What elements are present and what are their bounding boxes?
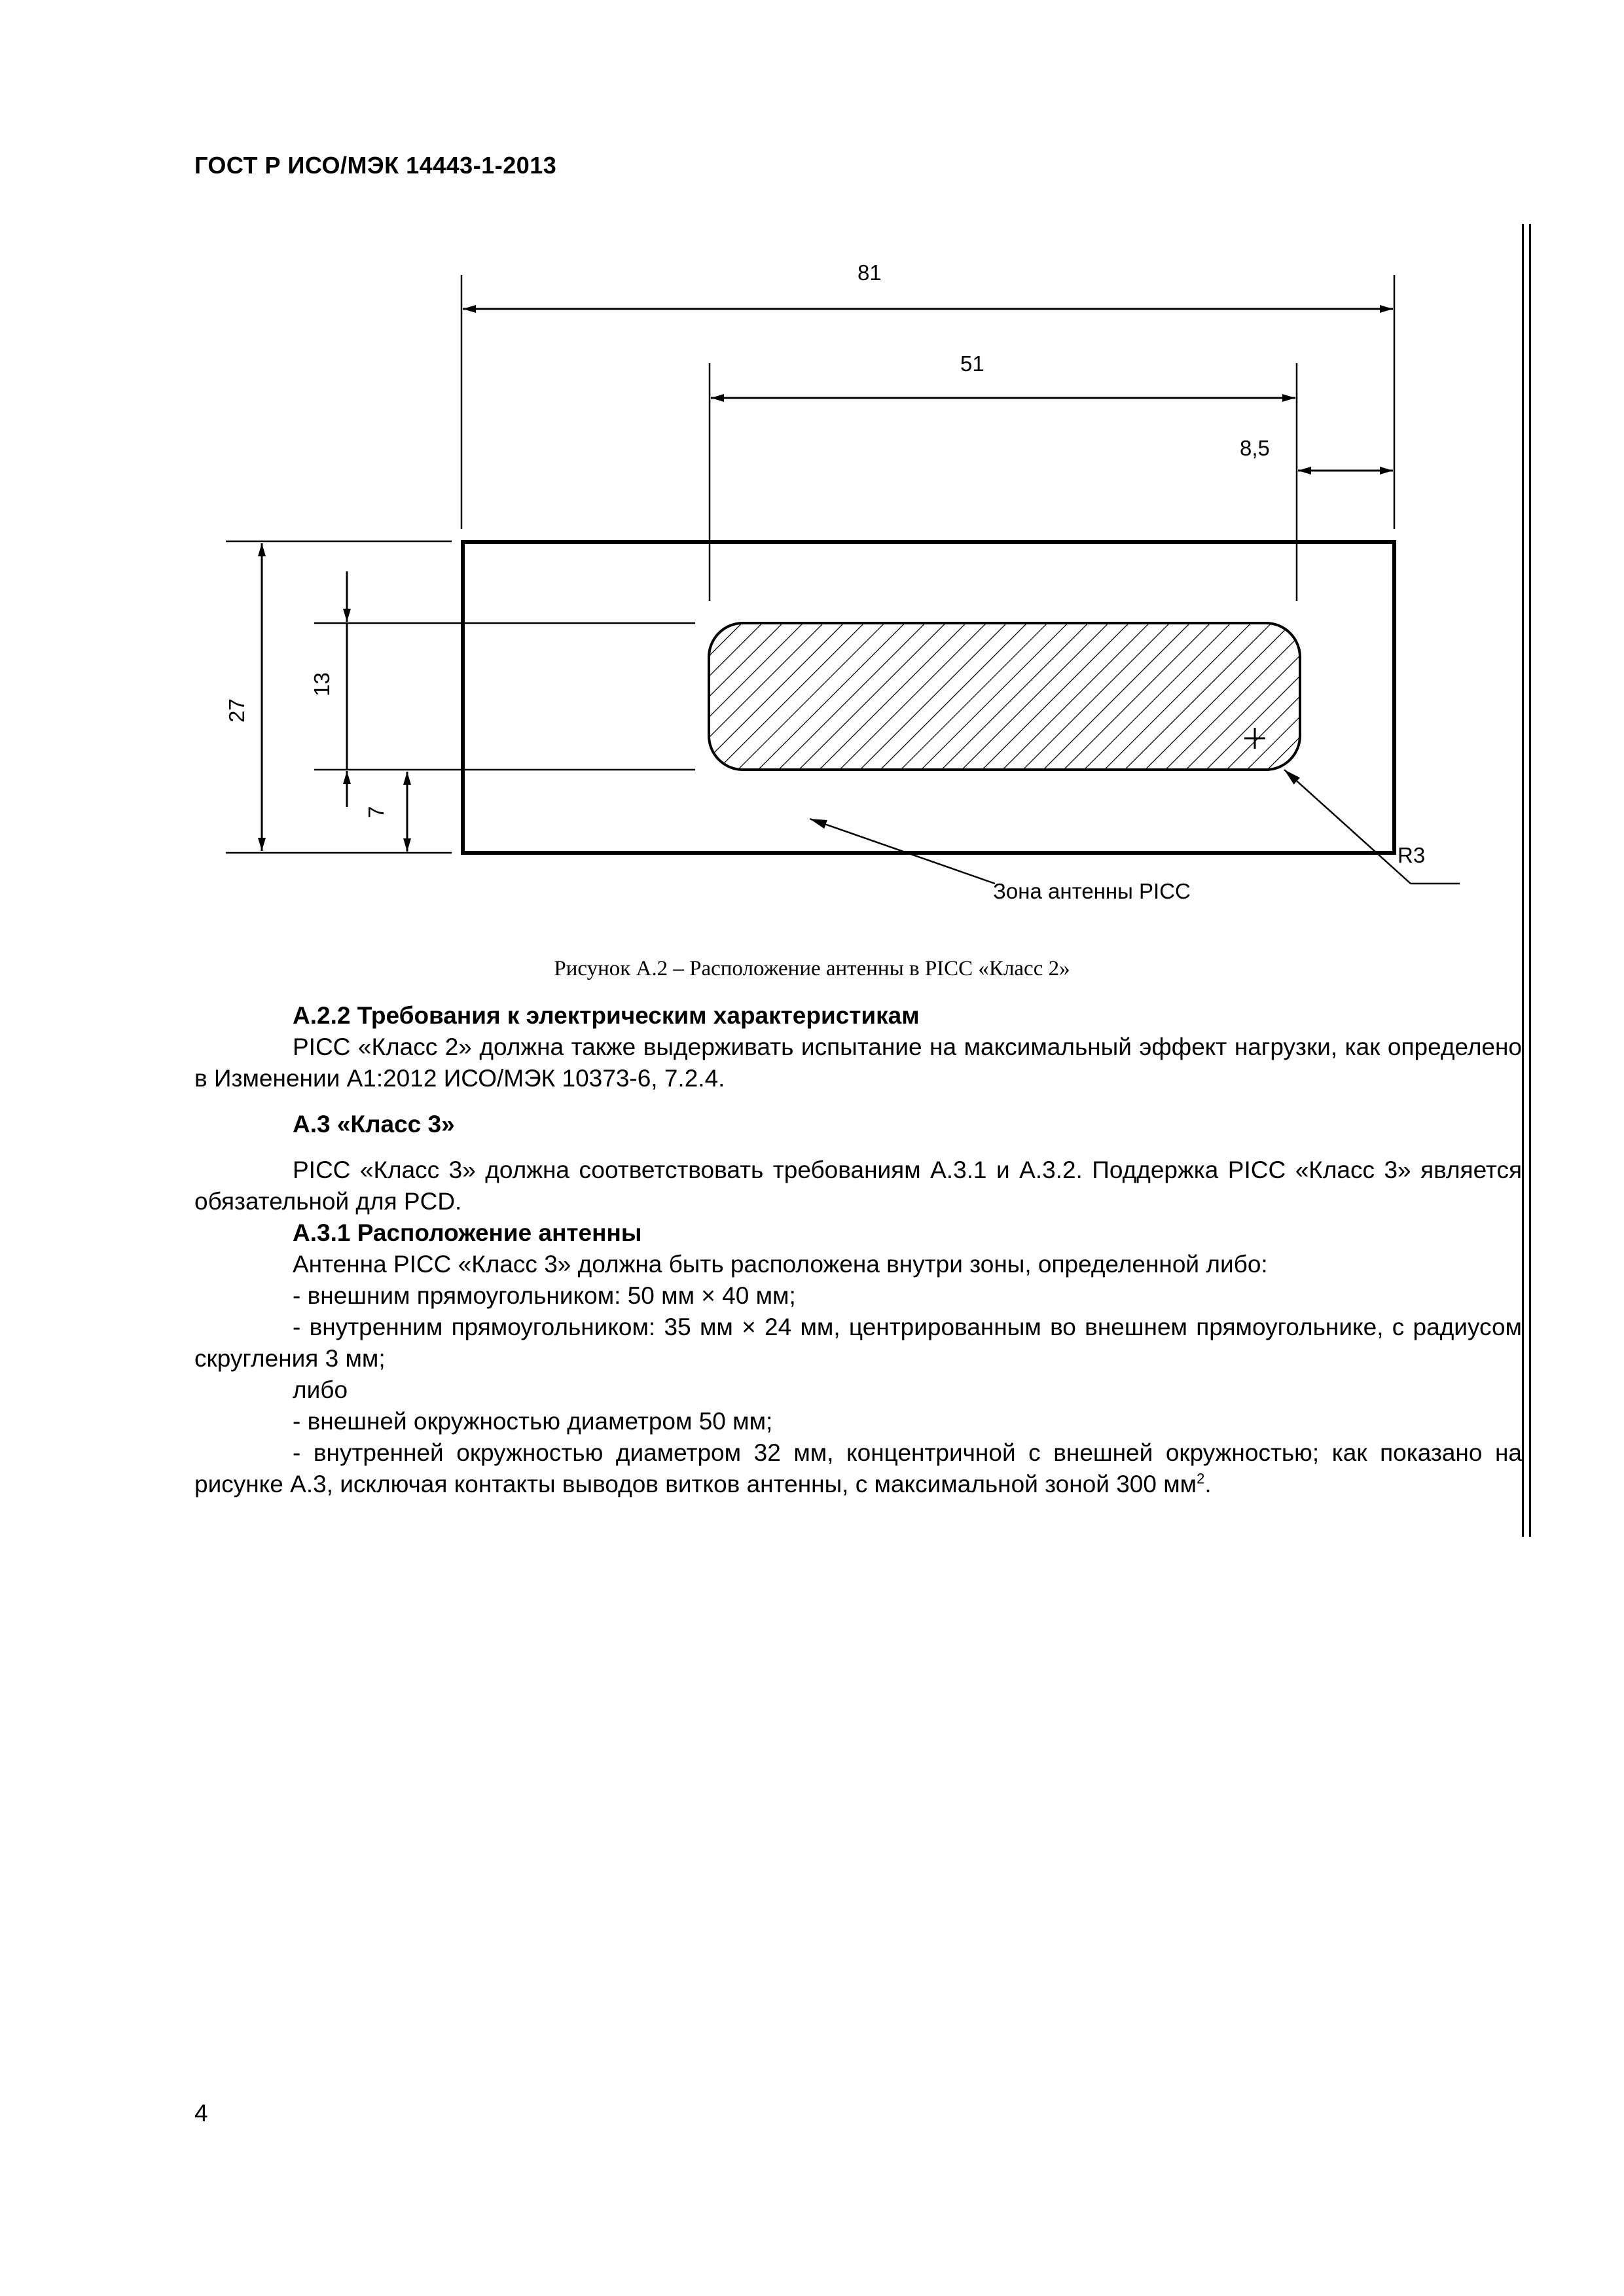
dim-label-7: 7 bbox=[364, 806, 388, 818]
antenna-drawing bbox=[0, 0, 1624, 929]
page-number: 4 bbox=[194, 2100, 208, 2126]
section-a31-intro: Антенна PICC «Класс 3» должна быть расположена внутри зоны, определенной либо: bbox=[293, 1251, 1268, 1278]
area-unit-superscript: 2 bbox=[1197, 1470, 1205, 1487]
section-a3-text: PICC «Класс 3» должна соответствовать требованиям А.3.1 и А.3.2. Поддержка PICC «Класс 3» является обязательной для PCD. bbox=[194, 1157, 1522, 1215]
zone-label: Зона антенны PICC bbox=[993, 879, 1191, 903]
list-item-inner-circle bbox=[194, 1437, 1522, 1500]
dim-label-51: 51 bbox=[960, 351, 984, 376]
antenna-zone bbox=[709, 623, 1300, 770]
figure-caption: Рисунок А.2 – Расположение антенны в PICC «Класс 2» bbox=[554, 957, 1070, 980]
list-item-inner-circle-end: . bbox=[1204, 1471, 1212, 1498]
antenna-figure bbox=[0, 0, 1624, 929]
dim-label-r3: R3 bbox=[1398, 843, 1426, 867]
dim-label-8-5: 8,5 bbox=[1240, 436, 1270, 460]
dim-label-81: 81 bbox=[857, 260, 882, 285]
section-a3-heading: А.3 «Класс 3» bbox=[293, 1111, 455, 1138]
section-a22-text: PICC «Класс 2» должна также выдерживать испытание на максимальный эффект нагрузки, как определено в Изменении А1:2012 ИСО/МЭК 10373-6, 7.2.4. bbox=[194, 1033, 1522, 1092]
list-item-outer-rectangle: - внешним прямоугольником: 50 мм × 40 мм; bbox=[293, 1282, 796, 1309]
main-text bbox=[194, 1000, 1522, 1500]
dim-label-27: 27 bbox=[225, 698, 249, 723]
list-item-inner-rectangle: - внутренним прямоугольником: 35 мм × 24 мм, центрированным во внешнем прямоугольнике, с радиусом скругления 3 мм; bbox=[194, 1314, 1522, 1372]
section-a31-heading: А.3.1 Расположение антенны bbox=[293, 1219, 642, 1246]
dim-label-13: 13 bbox=[310, 672, 334, 696]
section-a22-heading: А.2.2 Требования к электрическим характеристикам bbox=[293, 1002, 920, 1029]
leader-r3 bbox=[1284, 770, 1411, 884]
list-item-outer-circle: - внешней окружностью диаметром 50 мм; bbox=[293, 1408, 773, 1435]
document-header: ГОСТ Р ИСО/МЭК 14443-1-2013 bbox=[194, 152, 557, 179]
list-item-inner-circle-text: - внутренней окружностью диаметром 32 мм, концентричной с внешней окружностью; как показано на рисунке А.3, исключая контакты выводов витков антенны, с максимальной зоной 300 мм bbox=[194, 1439, 1522, 1498]
list-conjunction: либо bbox=[293, 1376, 348, 1403]
